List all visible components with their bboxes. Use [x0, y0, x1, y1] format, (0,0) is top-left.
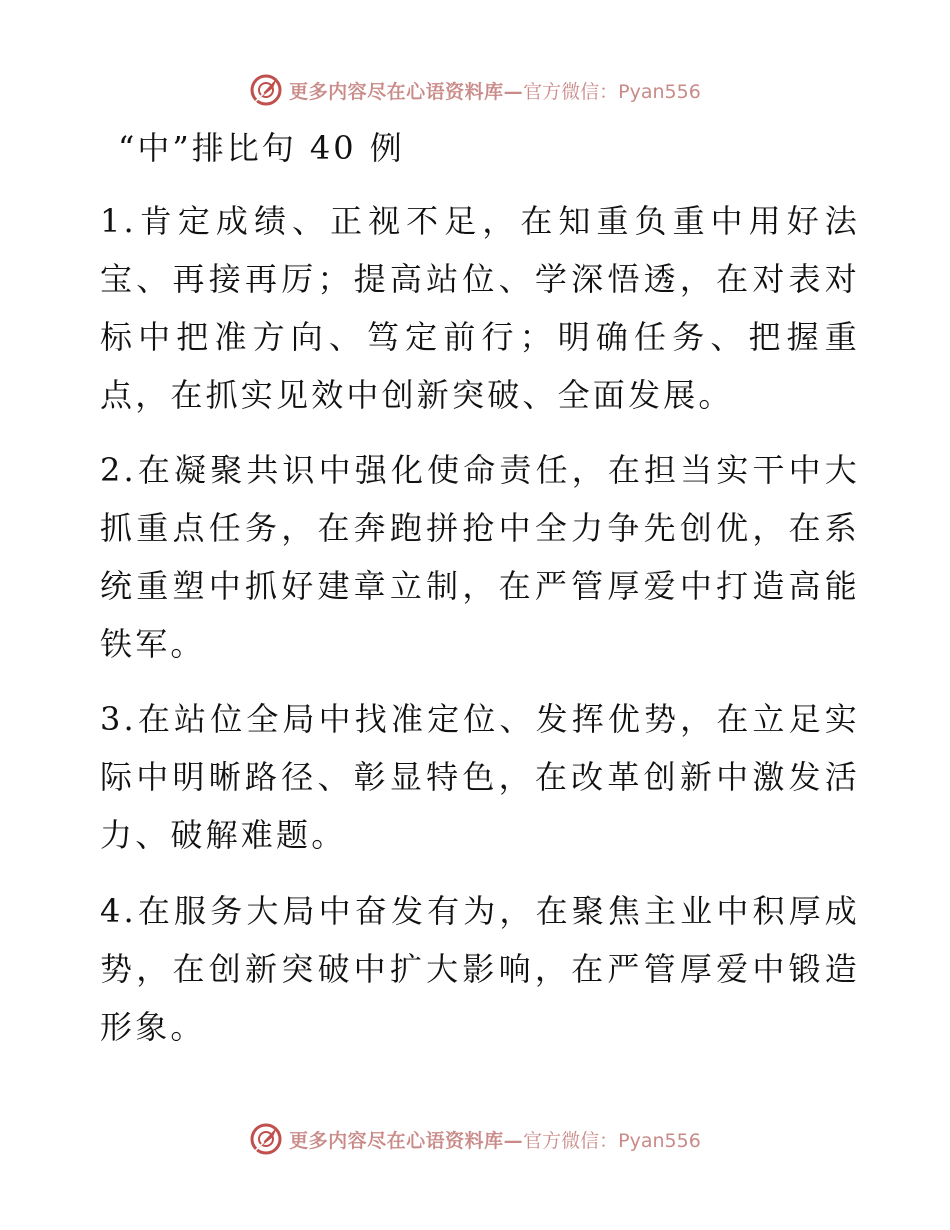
banner-wechat-text: 官方微信：Pyan556: [523, 80, 701, 103]
page-title: “中”排比句 40 例: [118, 129, 405, 167]
banner-wechat-text: 官方微信：Pyan556: [523, 1129, 701, 1152]
paragraph-1: 1.肯定成绩、正视不足，在知重负重中用好法宝、再接再厉；提高站位、学深悟透，在对表对标中把准方向、笃定前行；明确任务、把握重点，在抓实见效中创新突破、全面发展。: [100, 202, 860, 414]
paragraph-2: 2.在凝聚共识中强化使命责任，在担当实干中大抓重点任务，在奔跑拼抢中全力争先创优，在系统重塑中抓好建章立制，在严管厚爱中打造高能铁军。: [100, 451, 860, 663]
header-banner: [0, 68, 950, 112]
banner-site-text: 更多内容尽在心语资料库—: [289, 80, 524, 103]
banner-site-text: 更多内容尽在心语资料库—: [289, 1129, 524, 1152]
quill-logo-icon: [249, 1122, 283, 1156]
quill-logo-icon: [249, 73, 283, 107]
paragraph-3: 3.在站位全局中找准定位、发挥优势，在立足实际中明晰路径、彰显特色，在改革创新中激发活力、破解难题。: [100, 700, 860, 854]
footer-banner: [0, 1117, 950, 1161]
paragraph-4: 4.在服务大局中奋发有为，在聚焦主业中积厚成势，在创新突破中扩大影响，在严管厚爱中锻造形象。: [100, 892, 860, 1046]
